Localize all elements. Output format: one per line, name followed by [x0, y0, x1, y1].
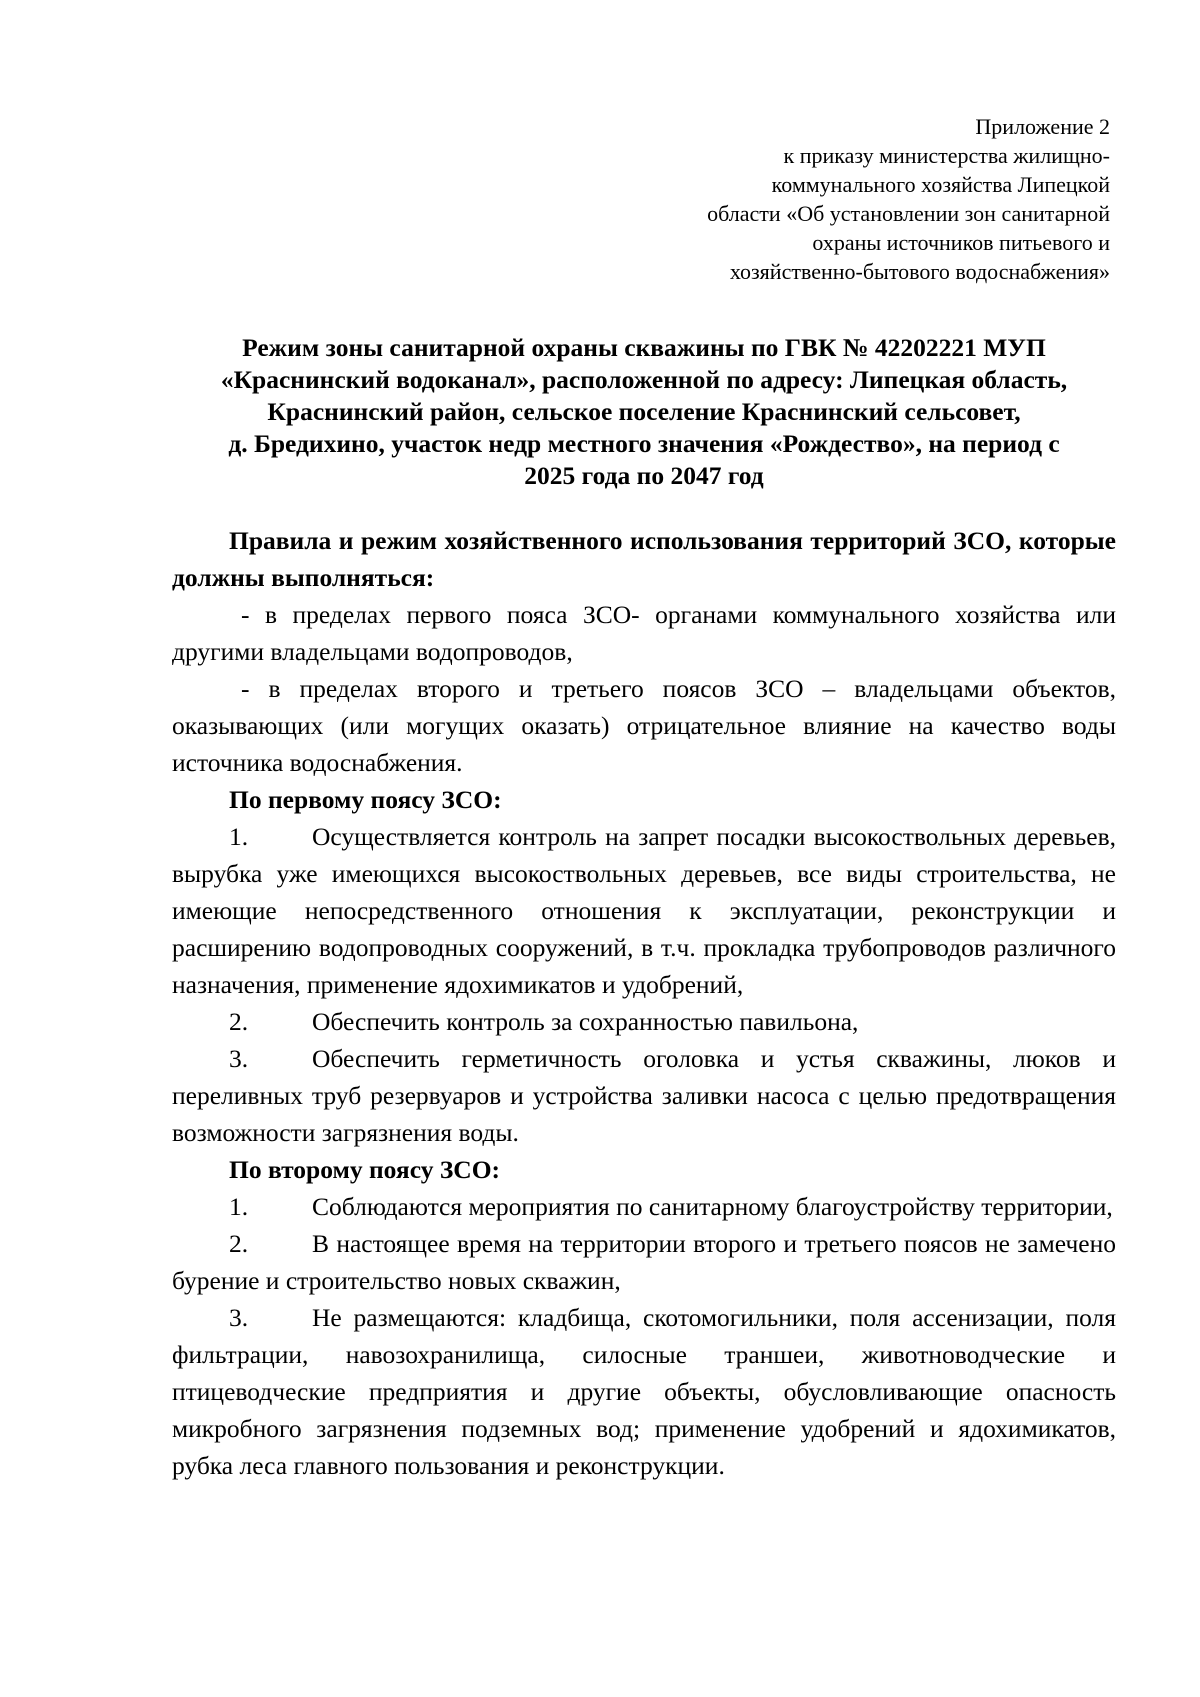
appendix-reference: [172, 112, 1110, 286]
item-text: Обеспечить контроль за сохранностью павильона,: [312, 1007, 859, 1036]
title-line: 2025 года по 2047 год: [524, 461, 764, 490]
rules-heading: Правила и режим хозяйственного использования территорий ЗСО, которые должны выполняться:: [172, 526, 1116, 592]
appendix-line: охраны источников питьевого и: [812, 230, 1110, 255]
rules-dash-item: - в пределах первого пояса ЗСО- органами коммунального хозяйства или другими владельцами водопроводов,: [172, 600, 1116, 666]
item-text: Не размещаются: кладбища, скотомогильники, поля ассенизации, поля фильтрации, навозохранилища, силосные траншеи, животноводческие и птицеводческие предприятия и другие объекты, обусловливающие опасность микробного загрязнения подземных вод; применение удобрений и ядохимикатов, рубка леса главного пользования и реконструкции.: [172, 1303, 1116, 1480]
document-title: [172, 332, 1116, 492]
title-line: д. Бредихино, участок недр местного значения «Рождество», на период с: [228, 429, 1060, 458]
appendix-line: к приказу министерства жилищно-: [783, 143, 1110, 168]
item-text: В настоящее время на территории второго и третьего поясов не замечено бурение и строительство новых скважин,: [172, 1229, 1116, 1295]
item-number: 1.: [229, 1192, 249, 1221]
title-line: Краснинский район, сельское поселение Краснинский сельсовет,: [267, 397, 1021, 426]
zone1-item: [172, 818, 1116, 1003]
appendix-line: Приложение 2: [975, 114, 1110, 139]
item-number: 2.: [229, 1229, 249, 1258]
zone2-item: [172, 1188, 1116, 1225]
document-body: [172, 522, 1116, 1484]
item-text: Осуществляется контроль на запрет посадки высокоствольных деревьев, вырубка уже имеющихся высокоствольных деревьев, все виды строительства, не имеющие непосредственного отношения к эксплуатации, реконструкции и расширению водопроводных сооружений, в т.ч. прокладка трубопроводов различного назначения, применение ядохимикатов и удобрений,: [172, 822, 1116, 999]
zone1-heading: По первому поясу ЗСО:: [229, 785, 502, 814]
rules-dash-item: - в пределах второго и третьего поясов ЗСО – владельцами объектов, оказывающих (или могущих оказать) отрицательное влияние на качество воды источника водоснабжения.: [172, 674, 1116, 777]
zone2-item: [172, 1299, 1116, 1484]
appendix-line: коммунального хозяйства Липецкой: [771, 172, 1110, 197]
appendix-line: хозяйственно-бытового водоснабжения»: [729, 259, 1110, 284]
item-text: Соблюдаются мероприятия по санитарному благоустройству территории,: [312, 1192, 1113, 1221]
title-line: «Краснинский водоканал», расположенной по адресу: Липецкая область,: [220, 365, 1068, 394]
item-number: 3.: [229, 1303, 249, 1332]
document-page: [172, 112, 1116, 1484]
title-line: Режим зоны санитарной охраны скважины по ГВК № 42202221 МУП: [242, 333, 1046, 362]
zone1-item: [172, 1003, 1116, 1040]
zone2-item: [172, 1225, 1116, 1299]
item-number: 3.: [229, 1044, 249, 1073]
zone1-item: [172, 1040, 1116, 1151]
appendix-line: области «Об установлении зон санитарной: [707, 201, 1110, 226]
item-number: 1.: [229, 822, 249, 851]
item-text: Обеспечить герметичность оголовка и устья скважины, люков и переливных труб резервуаров и устройства заливки насоса с целью предотвращения возможности загрязнения воды.: [172, 1044, 1116, 1147]
item-number: 2.: [229, 1007, 249, 1036]
zone2-heading: По второму поясу ЗСО:: [229, 1155, 501, 1184]
